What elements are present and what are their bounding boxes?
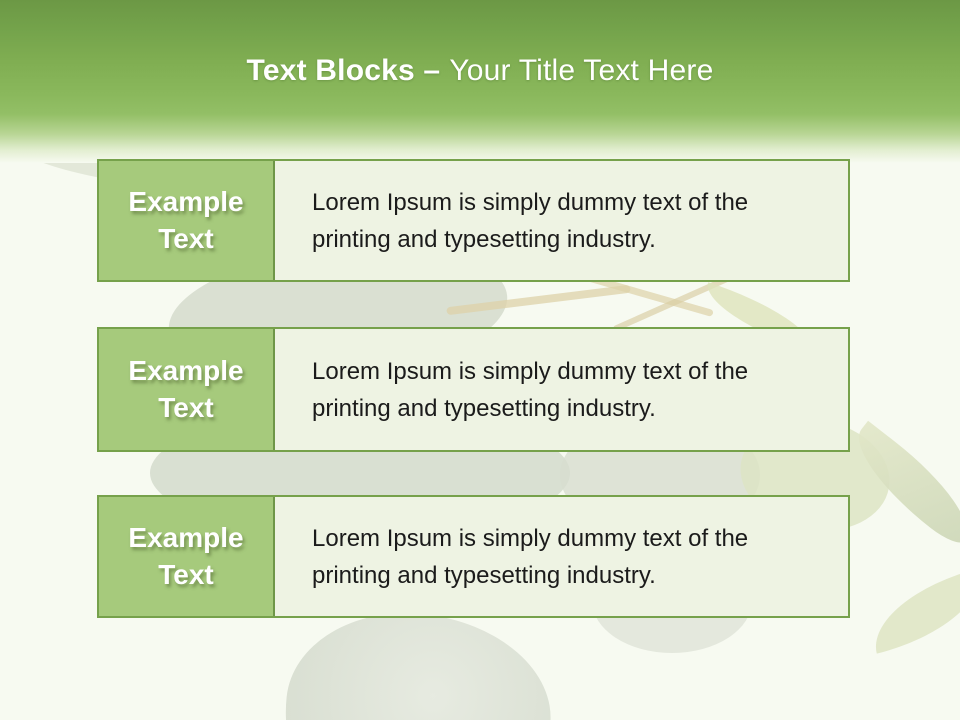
text-block-2-content-box [275, 329, 848, 450]
slide-title-rest: Your Title Text Here [449, 54, 714, 87]
text-block-3-label: Example Text [128, 521, 244, 590]
text-block-2-label: Example Text [128, 354, 244, 423]
text-block-1-content-box [275, 161, 848, 280]
text-block-3-content-box [275, 497, 848, 616]
text-block-1 [97, 159, 850, 282]
text-block-1-label-box [99, 161, 275, 280]
slide-title-bold: Text Blocks – [246, 54, 441, 87]
text-block-3-label-box [99, 497, 275, 616]
text-block-1-label: Example Text [128, 185, 244, 254]
text-block-2 [97, 327, 850, 452]
text-block-1-body: Lorem Ipsum is simply dummy text of the printing and typesetting industry. [312, 188, 749, 253]
text-block-3 [97, 495, 850, 618]
text-block-2-label-box [99, 329, 275, 450]
text-block-2-body: Lorem Ipsum is simply dummy text of the printing and typesetting industry. [312, 357, 749, 422]
text-block-3-body: Lorem Ipsum is simply dummy text of the printing and typesetting industry. [312, 524, 749, 589]
